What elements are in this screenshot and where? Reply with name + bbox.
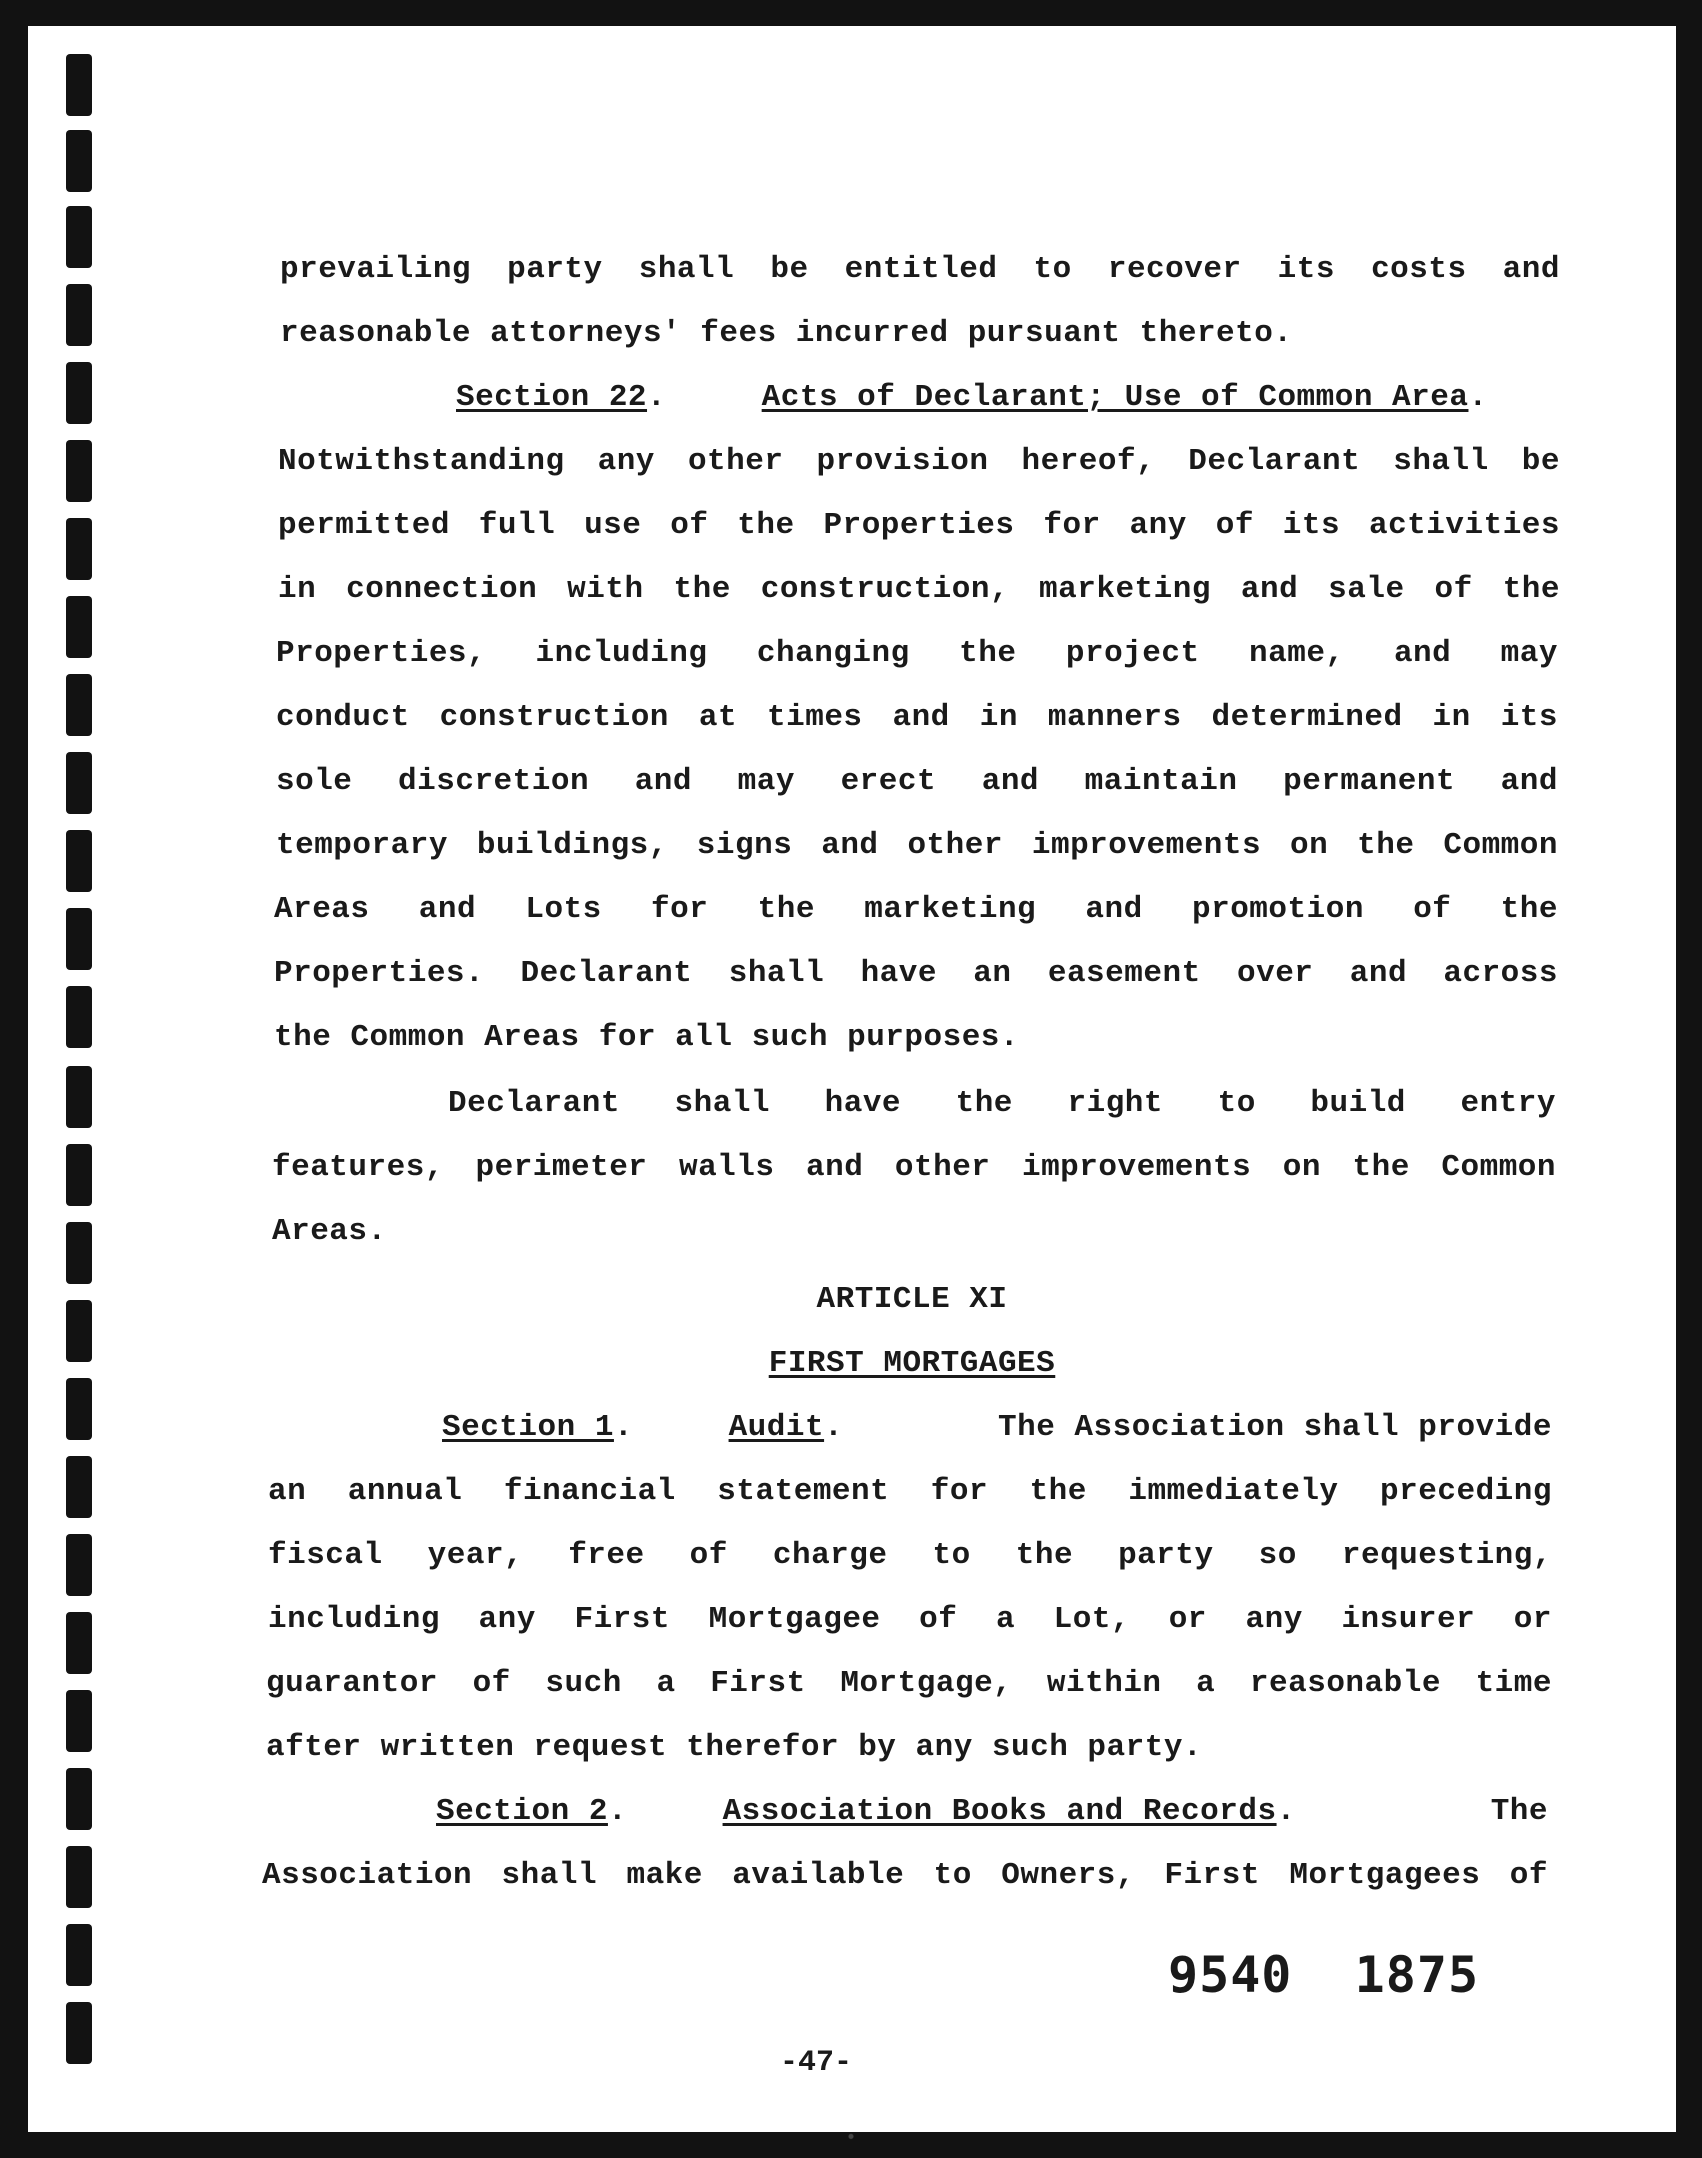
page-number: -47- [780, 2046, 853, 2080]
text-line: permitted full use of the Properties for any of its activities [278, 508, 1560, 543]
text-line: in connection with the construction, marketing and sale of the [278, 572, 1560, 607]
section-2-heading: Section 2. Association Books and Records. The [436, 1794, 1548, 1829]
text-line: Properties, including changing the project name, and may [276, 636, 1558, 671]
article-subheading-text: FIRST MORTGAGES [768, 1346, 1056, 1381]
document-stamp [1168, 1946, 1479, 2004]
text-line: Properties. Declarant shall have an easement over and across [274, 956, 1558, 991]
section-2-text: The [1490, 1794, 1548, 1829]
text-line: conduct construction at times and in manners determined in its [276, 700, 1558, 735]
text-line: prevailing party shall be entitled to recover its costs and [280, 252, 1560, 287]
section-1-number: Section 1 [442, 1410, 614, 1445]
text-line: Areas and Lots for the marketing and promotion of the [274, 892, 1558, 927]
section-22-number: Section 22 [456, 380, 648, 415]
article-heading: ARTICLE XI [816, 1282, 1008, 1317]
article-subheading [272, 1346, 1552, 1382]
section-1-title: Audit [728, 1410, 825, 1445]
text-line: fiscal year, free of charge to the party so requesting, [268, 1538, 1552, 1573]
text-line: an annual financial statement for the immediately preceding [268, 1474, 1552, 1509]
text-line: after written request therefor by any such party. [266, 1730, 1203, 1765]
text-line: reasonable attorneys' fees incurred pursuant thereto. [280, 316, 1293, 351]
section-22-heading: Section 22. Acts of Declarant; Use of Common Area. [456, 380, 1488, 415]
document-body [28, 26, 1676, 2132]
section-22-title: Acts of Declarant; Use of Common Area [761, 380, 1469, 415]
text-line: features, perimeter walls and other improvements on the Common [272, 1150, 1556, 1185]
section-2-number: Section 2 [436, 1794, 608, 1829]
stamp-left: 9540 [1168, 1946, 1293, 2004]
text-line: Declarant shall have the right to build entry [448, 1086, 1556, 1121]
text-line: the Common Areas for all such purposes. [274, 1020, 1020, 1055]
text-line: sole discretion and may erect and maintain permanent and [276, 764, 1558, 799]
section-1-text: The Association shall provide [998, 1410, 1552, 1445]
stamp-right: 1875 [1354, 1946, 1480, 2004]
section-2-title: Association Books and Records [722, 1794, 1277, 1829]
text-line: temporary buildings, signs and other improvements on the Common [276, 828, 1558, 863]
text-line: Association shall make available to Owners, First Mortgagees of [262, 1858, 1548, 1893]
text-line: Areas. [272, 1214, 387, 1249]
text-line: Notwithstanding any other provision hereof, Declarant shall be [278, 444, 1560, 479]
text-line: including any First Mortgagee of a Lot, or any insurer or [268, 1602, 1552, 1637]
section-1-heading: Section 1. Audit. The Association shall provide [442, 1410, 1552, 1445]
text-line: guarantor of such a First Mortgage, within a reasonable time [266, 1666, 1552, 1701]
document-page [28, 26, 1676, 2132]
